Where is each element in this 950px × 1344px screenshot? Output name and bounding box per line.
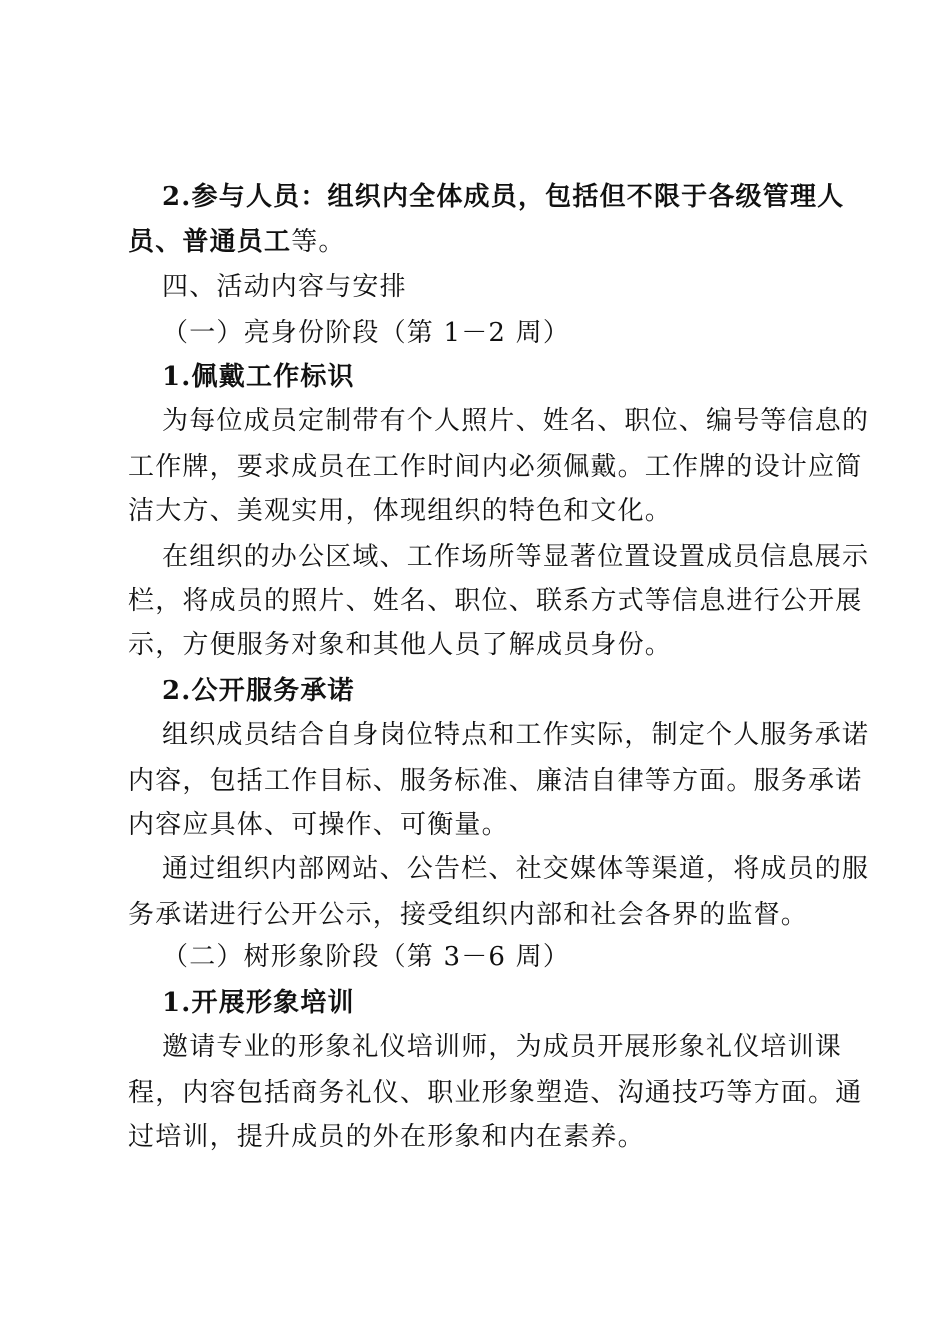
body-text: 等。 <box>291 227 346 257</box>
paragraph-line: 组织成员结合自身岗位特点和工作实际，制定个人服务承诺 <box>162 720 870 750</box>
paragraph-line: 务承诺进行公开公示，接受组织内部和社会各界的监督。 <box>128 900 809 930</box>
subsection-heading: （二）树形象阶段（第 3－6 周） <box>162 942 571 972</box>
paragraph-line: 工作牌，要求成员在工作时间内必须佩戴。工作牌的设计应简 <box>128 452 863 482</box>
item-heading: 2.公开服务承诺 <box>162 676 355 706</box>
paragraph-line: 栏，将成员的照片、姓名、职位、联系方式等信息进行公开展 <box>128 586 863 616</box>
section-heading: 四、活动内容与安排 <box>162 272 407 302</box>
heading-participants: 2.参与人员：组织内全体成员，包括但不限于各级管理人 <box>162 182 845 212</box>
paragraph-line: 在组织的办公区域、工作场所等显著位置设置成员信息展示 <box>162 542 870 572</box>
paragraph-line: 过培训，提升成员的外在形象和内在素养。 <box>128 1122 645 1152</box>
paragraph-line: 为每位成员定制带有个人照片、姓名、职位、编号等信息的 <box>162 406 870 436</box>
item-heading: 1.开展形象培训 <box>162 988 355 1018</box>
item-heading: 1.佩戴工作标识 <box>162 362 355 392</box>
text-line <box>162 180 844 214</box>
paragraph-line: 示，方便服务对象和其他人员了解成员身份。 <box>128 630 673 660</box>
paragraph-line: 程，内容包括商务礼仪、职业形象塑造、沟通技巧等方面。通 <box>128 1078 863 1108</box>
subsection-heading: （一）亮身份阶段（第 1－2 周） <box>162 318 571 348</box>
paragraph-line: 通过组织内部网站、公告栏、社交媒体等渠道，将成员的服 <box>162 854 870 884</box>
bold-text: 员、普通员工 <box>128 227 292 257</box>
paragraph-line: 洁大方、美观实用，体现组织的特色和文化。 <box>128 496 673 526</box>
paragraph-line: 内容应具体、可操作、可衡量。 <box>128 810 509 840</box>
paragraph-line: 内容，包括工作目标、服务标准、廉洁自律等方面。服务承诺 <box>128 766 863 796</box>
text-line <box>128 225 346 259</box>
paragraph-line: 邀请专业的形象礼仪培训师，为成员开展形象礼仪培训课 <box>162 1032 843 1062</box>
